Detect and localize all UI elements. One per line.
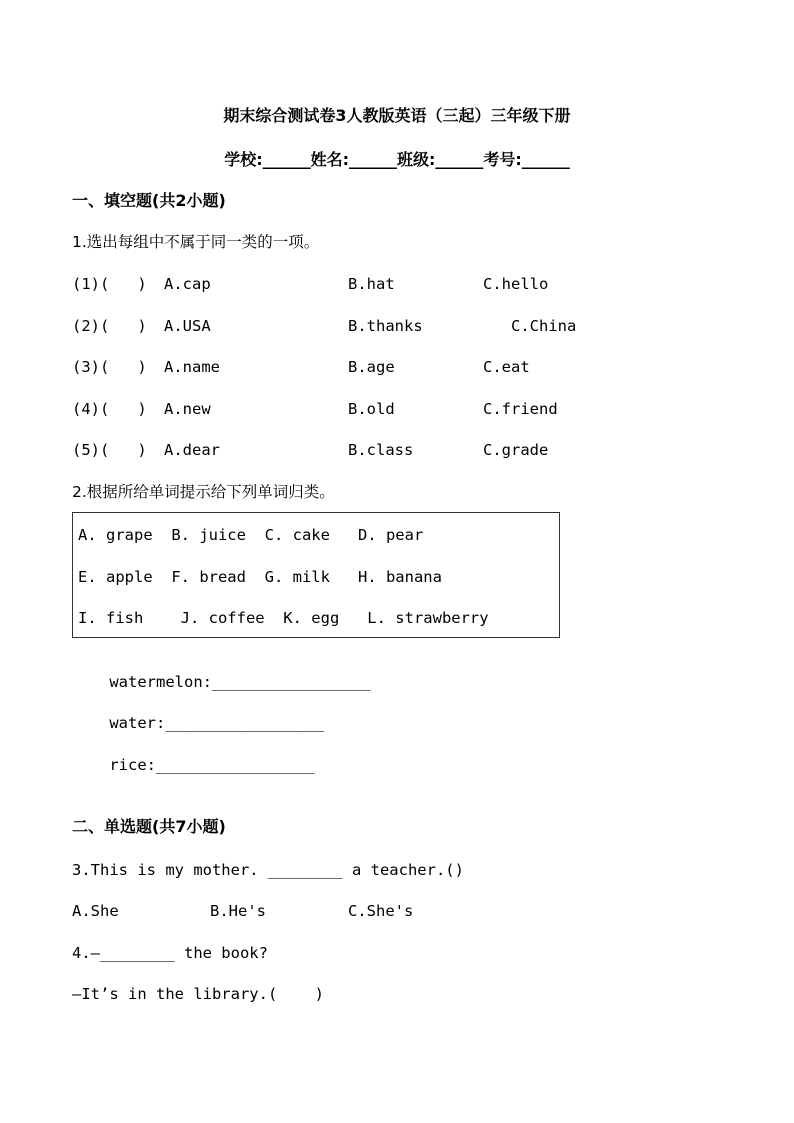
- section-2-heading: 二、单选题(共7小题): [72, 817, 226, 836]
- option-c: C.China: [511, 317, 577, 335]
- question-4-stem: 4.—________ the book?: [72, 944, 268, 962]
- option-a: A.dear: [164, 441, 220, 459]
- option-b: B.He's: [210, 902, 266, 920]
- option-b: B.thanks: [348, 317, 423, 335]
- option-a: A.USA: [164, 317, 211, 335]
- row-number: (4)( ): [72, 400, 147, 418]
- exam-title: 期末综合测试卷3人教版英语（三起）三年级下册: [223, 106, 571, 125]
- option-b: B.old: [348, 400, 395, 418]
- option-b: B.age: [348, 358, 395, 376]
- question-4-reply: —It’s in the library.( ): [72, 985, 324, 1003]
- option-b: B.hat: [348, 275, 395, 293]
- question-3-stem: 3.This is my mother. ________ a teacher.(): [72, 861, 464, 879]
- option-a: A.cap: [164, 275, 211, 293]
- option-c: C.She's: [348, 902, 414, 920]
- word-bank-line: E. apple F. bread G. milk H. banana: [78, 568, 442, 586]
- row-number: (2)( ): [72, 317, 147, 335]
- question-2-prompt: 2.根据所给单词提示给下列单词归类。: [72, 483, 335, 501]
- option-c: C.hello: [483, 275, 549, 293]
- row-number: (1)( ): [72, 275, 147, 293]
- answer-label: water:: [109, 714, 166, 732]
- row-number: (3)( ): [72, 358, 147, 376]
- answer-blank[interactable]: _________________: [156, 756, 315, 774]
- option-a: A.She: [72, 902, 119, 920]
- option-a: A.new: [164, 400, 211, 418]
- answer-line: [72, 735, 315, 795]
- student-info-line: 学校:______姓名:______班级:______考号:______: [224, 150, 570, 169]
- option-b: B.class: [348, 441, 414, 459]
- row-number: (5)( ): [72, 441, 147, 459]
- answer-blank[interactable]: _________________: [165, 714, 324, 732]
- option-c: C.grade: [483, 441, 549, 459]
- answer-label: watermelon:: [109, 673, 212, 691]
- option-a: A.name: [164, 358, 220, 376]
- option-c: C.eat: [483, 358, 530, 376]
- word-bank-line: I. fish J. coffee K. egg L. strawberry: [78, 609, 489, 627]
- answer-label: rice:: [109, 756, 156, 774]
- option-c: C.friend: [483, 400, 558, 418]
- answer-blank[interactable]: _________________: [211, 673, 371, 691]
- question-1-prompt: 1.选出每组中不属于同一类的一项。: [72, 233, 320, 251]
- section-1-heading: 一、填空题(共2小题): [72, 191, 226, 210]
- word-bank-line: A. grape B. juice C. cake D. pear: [78, 526, 424, 544]
